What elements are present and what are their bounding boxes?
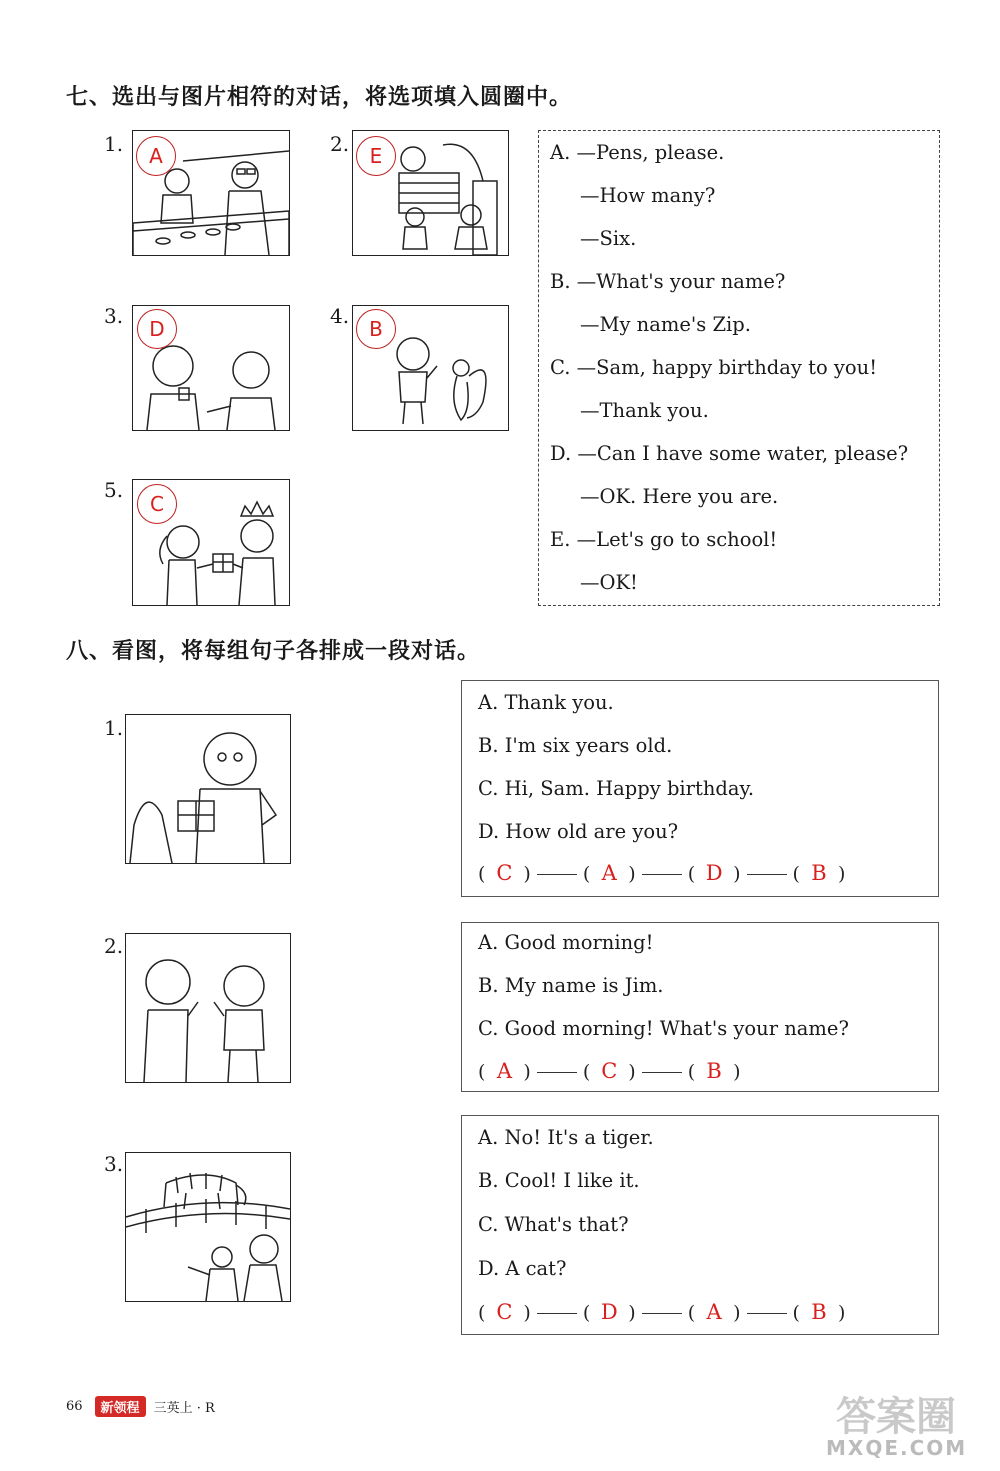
option-line: —Six.	[580, 227, 637, 250]
brand-logo: 新领程	[95, 1396, 146, 1417]
answer-blank: A	[496, 1059, 512, 1083]
dialogue-line: C. Good morning! What's your name?	[478, 1017, 849, 1040]
dialogue-line: B. Cool! I like it.	[478, 1169, 640, 1192]
option-line: A. —Pens, please.	[550, 141, 725, 164]
dialogue-line: C. Hi, Sam. Happy birthday.	[478, 777, 755, 800]
group-number: 1.	[104, 716, 124, 740]
picture-number: 2.	[330, 132, 350, 156]
dialogue-line: A. No! It's a tiger.	[478, 1126, 654, 1149]
zoo-tiger-icon	[126, 1153, 290, 1301]
answer-circle: A	[136, 136, 176, 176]
answer-blank: C	[496, 1300, 513, 1324]
answer-blank: D	[705, 861, 723, 885]
section7-heading: 七、选出与图片相符的对话，将选项填入圆圈中。	[66, 85, 573, 110]
option-line: E. —Let's go to school!	[550, 528, 778, 551]
page-number: 66	[66, 1398, 83, 1414]
answer-blank: B	[811, 861, 827, 885]
answer-circle: B	[356, 309, 396, 349]
watermark: 答案圈	[836, 1394, 956, 1440]
picture-greeting	[125, 933, 291, 1083]
dialogue-line: B. I'm six years old.	[478, 734, 673, 757]
option-line: D. —Can I have some water, please?	[550, 442, 909, 465]
dialogue-line: A. Thank you.	[478, 691, 614, 714]
dialogue-box-1	[461, 680, 939, 897]
dialogue-line: A. Good morning!	[478, 931, 654, 954]
answer-row: ( C ) ( A ) ( D ) ( B )	[478, 861, 846, 885]
page-footer	[66, 1395, 215, 1417]
answer-blank: A	[706, 1300, 722, 1324]
answer-circle: E	[356, 136, 396, 176]
greeting-children-icon	[126, 934, 290, 1082]
answer-blank: B	[706, 1059, 722, 1083]
dialogue-box-3	[461, 1115, 939, 1335]
birthday-present-icon	[126, 715, 290, 863]
option-line: —OK. Here you are.	[580, 485, 779, 508]
option-line: —My name's Zip.	[580, 313, 751, 336]
section8-heading: 八、看图，将每组句子各排成一段对话。	[66, 639, 481, 664]
dialogue-line: C. What's that?	[478, 1213, 629, 1236]
dialogue-box-2	[461, 922, 939, 1092]
answer-blank: C	[496, 861, 513, 885]
watermark-url: MXQE.COM	[826, 1436, 968, 1460]
dialogue-line: B. My name is Jim.	[478, 974, 664, 997]
answer-blank: D	[600, 1300, 618, 1324]
picture-number: 5.	[104, 478, 124, 502]
answer-blank: B	[811, 1300, 827, 1324]
dialogue-line: D. How old are you?	[478, 820, 679, 843]
answer-blank: C	[601, 1059, 618, 1083]
dialogue-line: D. A cat?	[478, 1257, 567, 1280]
answer-blank: A	[601, 861, 617, 885]
group-number: 3.	[104, 1152, 124, 1176]
answer-row: ( C ) ( D ) ( A ) ( B )	[478, 1300, 846, 1324]
picture-birthday-present	[125, 714, 291, 864]
option-line: —OK!	[580, 571, 638, 594]
options-box	[538, 130, 940, 606]
option-line: —Thank you.	[580, 399, 709, 422]
book-label: 三英上 · R	[153, 1400, 215, 1416]
answer-circle: C	[137, 484, 177, 524]
group-number: 2.	[104, 934, 124, 958]
picture-number: 4.	[330, 304, 350, 328]
answer-circle: D	[137, 309, 177, 349]
answer-row: ( A ) ( C ) ( B )	[478, 1059, 741, 1083]
option-line: B. —What's your name?	[550, 270, 786, 293]
picture-zoo	[125, 1152, 291, 1302]
option-line: C. —Sam, happy birthday to you!	[550, 356, 878, 379]
option-line: —How many?	[580, 184, 716, 207]
picture-number: 3.	[104, 304, 124, 328]
picture-number: 1.	[104, 132, 124, 156]
